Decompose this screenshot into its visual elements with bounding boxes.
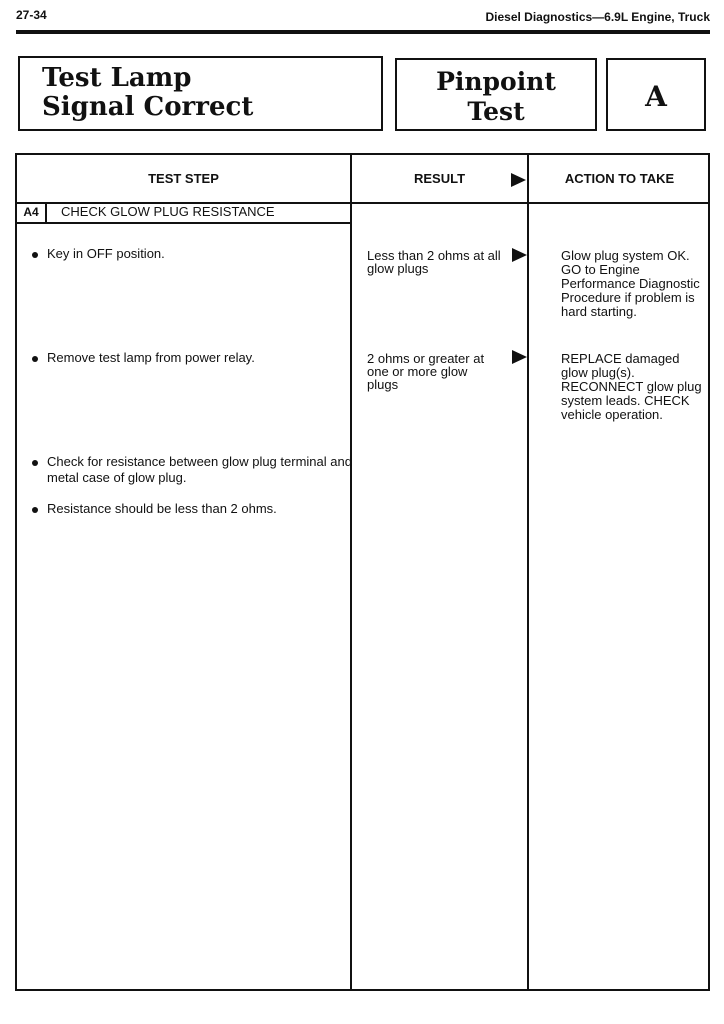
bullet-icon <box>32 460 38 466</box>
running-title: Diesel Diagnostics—6.9L Engine, Truck <box>485 10 710 24</box>
bullet-icon <box>32 252 38 258</box>
arrow-right-icon <box>512 248 527 262</box>
column-header-action: ACTION TO TAKE <box>564 171 675 186</box>
page-title <box>42 64 253 122</box>
test-table <box>15 153 710 991</box>
test-step-text: Check for resistance between glow plug terminal and metal case of glow plug. <box>47 454 352 485</box>
column-header-test-step: TEST STEP <box>148 171 219 186</box>
bullet-icon <box>32 356 38 362</box>
page-number: 27-34 <box>16 8 47 22</box>
arrow-right-icon <box>512 350 527 364</box>
action-text: REPLACE damaged glow plug(s). RECONNECT glow plug system leads. CHECK vehicle operation. <box>561 351 702 422</box>
test-letter: A <box>645 80 667 113</box>
result-text: 2 ohms or greater at one or more glow plugs <box>367 351 485 392</box>
step-header <box>17 202 352 224</box>
column-header-result: RESULT <box>413 171 466 186</box>
pinpoint-test-label <box>397 67 595 127</box>
test-step-text: Resistance should be less than 2 ohms. <box>47 501 277 516</box>
bullet-icon <box>32 507 38 513</box>
column-divider <box>350 155 352 989</box>
test-step-item <box>32 454 367 486</box>
title-box <box>18 56 383 131</box>
title-line-2: Signal Correct <box>42 92 254 122</box>
column-divider <box>527 155 529 989</box>
pinpoint-line-2: Test <box>467 97 525 126</box>
pinpoint-test-box <box>395 58 597 131</box>
pinpoint-line-1: Pinpoint <box>436 67 556 96</box>
title-line-1: Test Lamp <box>42 63 192 93</box>
step-id: A4 <box>17 202 47 222</box>
page-header <box>16 4 710 34</box>
test-letter-box <box>606 58 706 131</box>
test-step-item <box>32 501 367 517</box>
test-step-item <box>32 246 367 262</box>
test-step-item <box>32 350 367 366</box>
arrow-right-icon <box>511 173 526 187</box>
test-step-text: Key in OFF position. <box>47 246 165 261</box>
action-text: Glow plug system OK. GO to Engine Performance Diagnostic Procedure if problem is hard starting. <box>561 248 700 319</box>
test-step-text: Remove test lamp from power relay. <box>47 350 255 365</box>
result-text: Less than 2 ohms at all glow plugs <box>367 248 501 276</box>
step-name: CHECK GLOW PLUG RESISTANCE <box>61 204 275 219</box>
